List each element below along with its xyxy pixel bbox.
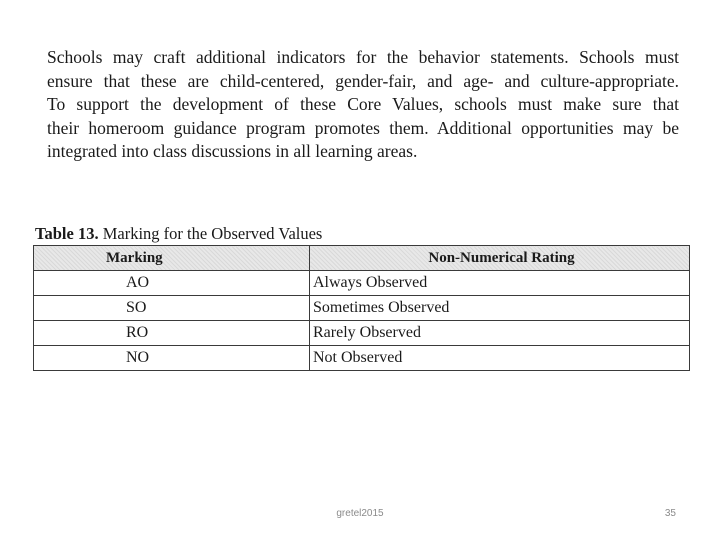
marking-cell: NO [34, 346, 310, 371]
table-caption-number: Table 13. [35, 224, 99, 243]
marking-cell: RO [34, 321, 310, 346]
paragraph-line: their homeroom guidance program promotes them. Additional opportunities may be [47, 117, 679, 138]
table-row [34, 346, 690, 371]
page-number: 35 [664, 508, 676, 519]
table-caption-text: Marking for the Observed Values [98, 224, 323, 243]
footer-text: gretel2015 [336, 508, 384, 519]
rating-cell: Not Observed [310, 346, 690, 371]
rating-cell: Sometimes Observed [310, 296, 690, 321]
paragraph-line: ensure that these are child-centered, gender-fair, and age- and culture-appropriate. [47, 70, 679, 91]
table-row [34, 296, 690, 321]
header-marking: Marking [34, 246, 310, 271]
paragraph-line: integrated into class discussions in all learning areas. [47, 141, 418, 161]
paragraph-line: To support the development of these Core Values, schools must make sure that [47, 94, 679, 114]
observed-values-table [33, 245, 690, 371]
header-non-numerical-rating: Non-Numerical Rating [310, 246, 690, 271]
table-row [34, 321, 690, 346]
body-paragraph [47, 46, 679, 164]
rating-cell: Rarely Observed [310, 321, 690, 346]
table-caption [35, 224, 322, 244]
table-header-row [34, 246, 690, 271]
marking-cell: AO [34, 271, 310, 296]
paragraph-line: Schools may craft additional indicators for the behavior statements. Schools must [47, 47, 679, 67]
rating-cell: Always Observed [310, 271, 690, 296]
marking-cell: SO [34, 296, 310, 321]
table-row [34, 271, 690, 296]
